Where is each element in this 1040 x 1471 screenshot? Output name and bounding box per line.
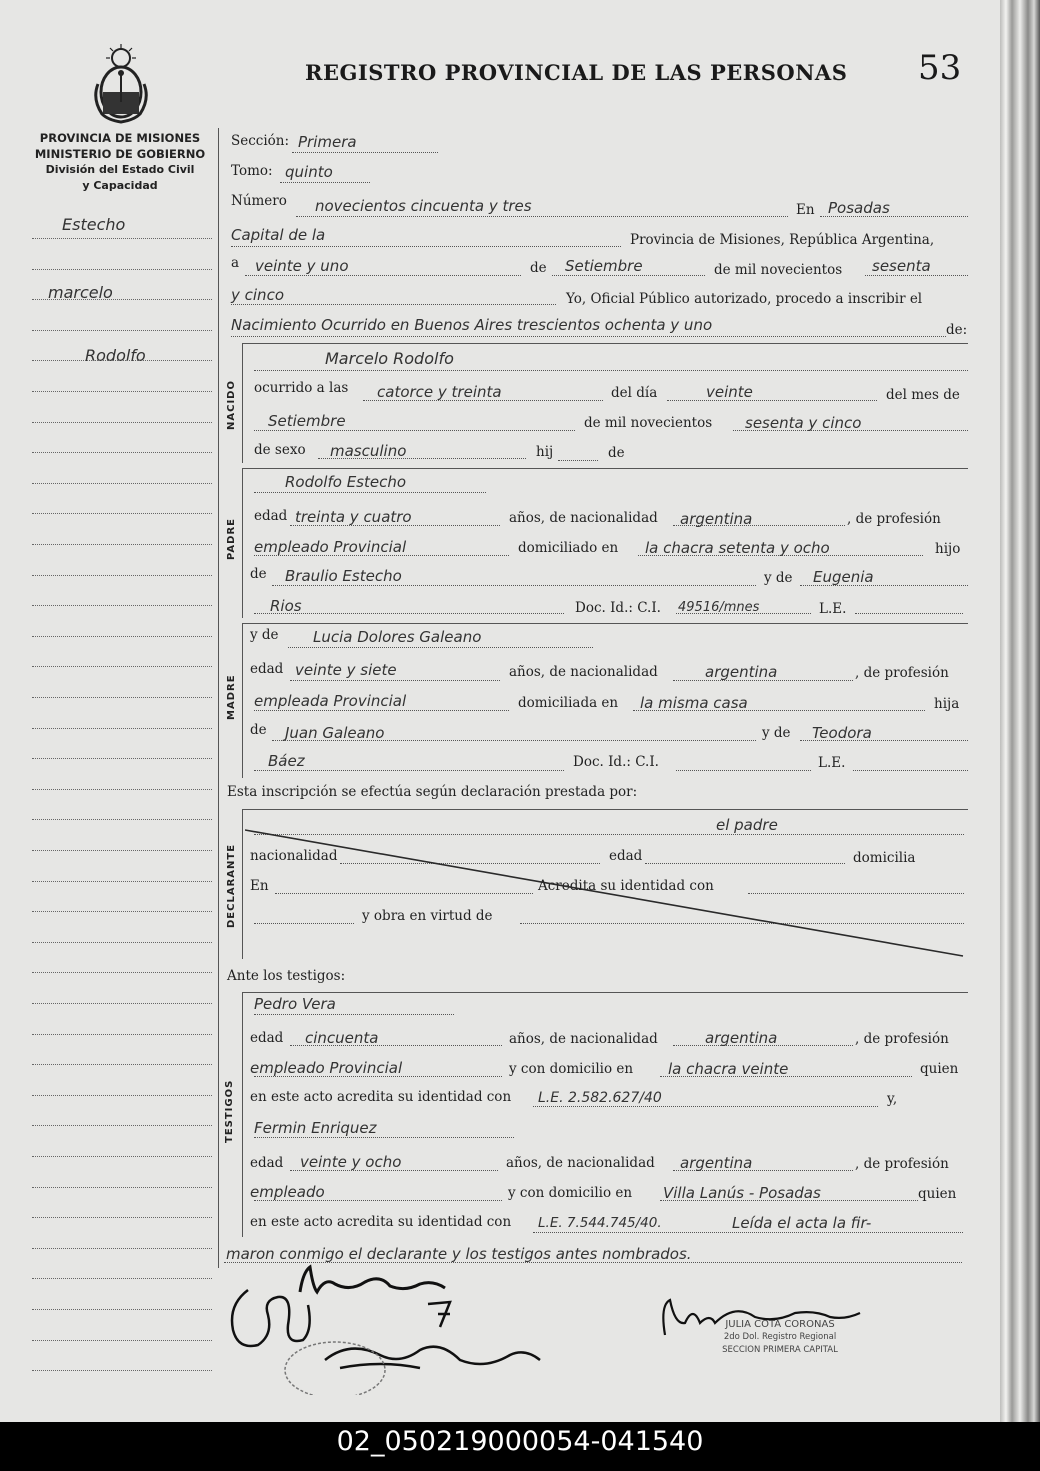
margin-ruled-line xyxy=(32,911,212,912)
label-madre-edad: edad xyxy=(250,661,284,677)
margin-ruled-line xyxy=(32,758,212,759)
value-mes-nac: Setiembre xyxy=(268,412,346,430)
margin-ruled-line xyxy=(32,452,212,453)
label-a: a xyxy=(231,255,240,271)
value-madre-nac: argentina xyxy=(705,663,778,681)
value-cierre-2: maron conmigo el declarante y los testigos antes nombrados. xyxy=(226,1245,692,1263)
label-t1-acredita: en este acto acredita su identidad con xyxy=(250,1089,512,1105)
label-madre-y-de: y de xyxy=(250,627,279,643)
value-madre-padre: Juan Galeano xyxy=(285,724,385,742)
value-numero: novecientos cincuenta y tres xyxy=(315,197,532,215)
label-de-mil: de mil novecientos xyxy=(714,262,843,278)
label-t1-anos: años, de nacionalidad xyxy=(509,1031,658,1047)
page-number: 53 xyxy=(918,48,962,88)
label-ocurrido: ocurrido a las xyxy=(254,380,349,396)
margin-ruled-line xyxy=(32,330,212,331)
label-padre: PADRE xyxy=(226,518,237,560)
margin-ruled-line xyxy=(32,360,212,361)
value-dia: veinte y uno xyxy=(255,257,349,275)
label-numero: Número xyxy=(231,193,287,209)
label-tomo: Tomo: xyxy=(231,163,273,179)
value-padre-ci: 49516/mnes xyxy=(678,600,760,615)
value-padre-prof: empleado Provincial xyxy=(254,538,407,556)
signature-mark xyxy=(420,1292,460,1332)
margin-ruled-line xyxy=(32,513,212,514)
margin-ruled-line xyxy=(32,1187,212,1188)
margin-surname: Estecho xyxy=(62,215,126,234)
value-t2-prof: empleado xyxy=(250,1183,325,1201)
stamp-section: SECCION PRIMERA CAPITAL xyxy=(722,1345,838,1355)
margin-ruled-line xyxy=(32,483,212,484)
margin-ruled-line xyxy=(32,850,212,851)
margin-ruled-line xyxy=(32,666,212,667)
label-t2-acredita: en este acto acredita su identidad con xyxy=(250,1214,512,1230)
margin-second-name: Rodolfo xyxy=(85,346,146,365)
label-en: En xyxy=(796,202,815,218)
round-seal-icon xyxy=(280,1335,390,1395)
value-seccion: Primera xyxy=(298,133,357,151)
office-province: PROVINCIA DE MISIONES xyxy=(39,131,201,145)
label-t2-anos: años, de nacionalidad xyxy=(506,1155,655,1171)
margin-ruled-line xyxy=(32,1003,212,1004)
value-padre-madre: Eugenia xyxy=(813,568,874,586)
label-decl-obra: y obra en virtud de xyxy=(362,908,493,924)
label-madre: MADRE xyxy=(226,674,237,720)
value-capital: Capital de la xyxy=(231,226,326,244)
label-de-2: de xyxy=(608,445,625,461)
label-hija: hija xyxy=(934,696,960,712)
stamp-role: 2do Dol. Registro Regional xyxy=(723,1332,837,1342)
margin-ruled-line xyxy=(32,697,212,698)
label-madre-de: de xyxy=(250,722,267,738)
margin-ruled-line xyxy=(32,422,212,423)
label-madre-profesion: , de profesión xyxy=(855,665,949,681)
label-t1-y: y, xyxy=(887,1091,898,1107)
declaration-text: Esta inscripción se efectúa según declaración prestada por: xyxy=(227,784,638,800)
margin-ruled-line xyxy=(32,299,212,300)
margin-ruled-line xyxy=(32,728,212,729)
label-padre-doc: Doc. Id.: C.I. xyxy=(575,600,661,616)
label-padre-y-de: y de xyxy=(764,570,793,586)
label-t1-edad: edad xyxy=(250,1030,284,1046)
value-t1-doc: L.E. 2.582.627/40 xyxy=(538,1090,662,1106)
value-padre-edad: treinta y cuatro xyxy=(295,508,412,526)
margin-ruled-line xyxy=(32,1034,212,1035)
value-en: Posadas xyxy=(828,199,890,217)
margin-ruled-line xyxy=(32,1309,212,1310)
margin-ruled-line xyxy=(32,1370,212,1371)
label-t1-profesion: , de profesión xyxy=(855,1031,949,1047)
margin-ruled-line xyxy=(32,1156,212,1157)
value-hora: catorce y treinta xyxy=(377,383,502,401)
value-madre-dom: la misma casa xyxy=(640,694,748,712)
stamp-name: JULIA COTA CORONAS xyxy=(725,1319,835,1330)
value-t2-doc: L.E. 7.544.745/40. xyxy=(538,1215,662,1231)
value-t2-nombre: Fermin Enriquez xyxy=(254,1119,377,1137)
margin-first-name: marcelo xyxy=(48,283,113,302)
margin-ruled-line xyxy=(32,1064,212,1065)
margin-ruled-line xyxy=(32,1340,212,1341)
label-t2-domicilio: y con domicilio en xyxy=(508,1185,633,1201)
label-padre-profesion: , de profesión xyxy=(847,511,941,527)
label-decl-en: En xyxy=(250,878,269,894)
margin-ruled-line xyxy=(32,238,212,239)
margin-ruled-line xyxy=(32,1217,212,1218)
label-de-colon: de: xyxy=(946,322,968,338)
label-hijo: hijo xyxy=(935,541,961,557)
label-decl-edad: edad xyxy=(609,848,643,864)
cancel-strike-line xyxy=(245,826,965,961)
value-anio: sesenta xyxy=(872,257,931,275)
margin-ruled-line xyxy=(32,544,212,545)
margin-ruled-line xyxy=(32,819,212,820)
margin-ruled-line xyxy=(32,575,212,576)
label-decl-domicilia: domicilia xyxy=(853,850,916,866)
label-ante-testigos: Ante los testigos: xyxy=(227,968,346,984)
label-madre-domiciliada: domiciliada en xyxy=(518,695,619,711)
label-madre-le: L.E. xyxy=(818,755,846,771)
margin-ruled-line xyxy=(32,1248,212,1249)
value-mes: Setiembre xyxy=(565,257,643,275)
label-declarante: DECLARANTE xyxy=(226,843,237,928)
label-padre-edad: edad xyxy=(254,508,288,524)
margin-ruled-line xyxy=(32,1278,212,1279)
margin-ruled-line xyxy=(32,789,212,790)
value-declarante: el padre xyxy=(716,816,778,834)
value-nombre: Marcelo Rodolfo xyxy=(325,349,454,368)
label-madre-doc: Doc. Id.: C.I. xyxy=(573,754,659,770)
label-provincia: Provincia de Misiones, República Argentina, xyxy=(630,232,935,248)
value-padre-padre: Braulio Estecho xyxy=(285,567,402,585)
margin-ruled-line xyxy=(32,605,212,606)
official-stamp xyxy=(680,1318,880,1357)
label-madre-y-de-2: y de xyxy=(762,725,791,741)
margin-ruled-line xyxy=(32,636,212,637)
page-title: REGISTRO PROVINCIAL DE LAS PERSONAS xyxy=(305,60,848,85)
value-t1-prof: empleado Provincial xyxy=(250,1059,403,1077)
office-header xyxy=(20,130,220,194)
value-dia-nac: veinte xyxy=(706,383,753,401)
margin-ruled-line xyxy=(32,391,212,392)
label-del-mes: del mes de xyxy=(886,387,960,403)
label-padre-le: L.E. xyxy=(819,601,847,617)
label-hij: hij xyxy=(536,444,554,460)
value-t1-nombre: Pedro Vera xyxy=(254,995,336,1013)
value-tomo: quinto xyxy=(285,163,333,181)
value-t2-edad: veinte y ocho xyxy=(300,1153,402,1171)
value-madre-madre: Teodora xyxy=(812,724,872,742)
value-padre-dom: la chacra setenta y ocho xyxy=(645,539,830,557)
label-padre-de: de xyxy=(250,566,267,582)
value-madre-edad: veinte y siete xyxy=(295,661,397,679)
label-t2-profesion: , de profesión xyxy=(855,1156,949,1172)
label-sexo: de sexo xyxy=(254,442,306,458)
value-padre-nac: argentina xyxy=(680,510,753,528)
label-padre-anos: años, de nacionalidad xyxy=(509,510,658,526)
label-madre-anos: años, de nacionalidad xyxy=(509,664,658,680)
label-t1-domicilio: y con domicilio en xyxy=(509,1061,634,1077)
margin-ruled-line xyxy=(32,269,212,270)
coat-of-arms-icon xyxy=(88,44,154,124)
margin-divider xyxy=(218,128,219,1268)
margin-ruled-line xyxy=(32,972,212,973)
label-decl-acredita: Acredita su identidad con xyxy=(538,878,714,894)
office-division: División del Estado Civil xyxy=(45,163,195,176)
label-seccion: Sección: xyxy=(231,133,290,149)
label-testigos: TESTIGOS xyxy=(224,1079,235,1143)
value-cierre-1: Leída el acta la fir- xyxy=(732,1214,872,1232)
value-madre-prof: empleada Provincial xyxy=(254,692,407,710)
value-padre-nombre: Rodolfo Estecho xyxy=(285,473,407,491)
label-decl-nacionalidad: nacionalidad xyxy=(250,848,338,864)
label-del-dia: del día xyxy=(611,385,658,401)
image-code: 02_050219000054-041540 xyxy=(0,1422,1040,1471)
value-madre-madre-2: Báez xyxy=(268,752,305,770)
value-padre-madre-2: Rios xyxy=(270,597,302,615)
label-de-mil-2: de mil novecientos xyxy=(584,415,713,431)
label-yo: Yo, Oficial Público autorizado, procedo a inscribir el xyxy=(566,291,923,307)
office-capacity: y Capacidad xyxy=(82,179,158,192)
margin-ruled-line xyxy=(32,942,212,943)
value-anio-cont: y cinco xyxy=(231,286,284,304)
label-t2-edad: edad xyxy=(250,1155,284,1171)
value-evento: Nacimiento Ocurrido en Buenos Aires trescientos ochenta y uno xyxy=(231,316,713,334)
page-stack-edge xyxy=(1000,0,1040,1422)
label-t2-quien: quien xyxy=(918,1186,957,1202)
office-ministry: MINISTERIO DE GOBIERNO xyxy=(34,147,206,161)
margin-ruled-line xyxy=(32,1095,212,1096)
value-t2-dom: Villa Lanús - Posadas xyxy=(663,1184,821,1202)
value-anio-nac: sesenta y cinco xyxy=(745,414,862,432)
label-t1-quien: quien xyxy=(920,1061,959,1077)
value-t1-edad: cincuenta xyxy=(305,1029,379,1047)
margin-ruled-line xyxy=(32,881,212,882)
margin-ruled-line xyxy=(32,1125,212,1126)
value-t1-dom: la chacra veinte xyxy=(668,1060,789,1078)
label-padre-domiciliado: domiciliado en xyxy=(518,540,619,556)
label-nacido: NACIDO xyxy=(226,380,237,430)
value-t2-nac: argentina xyxy=(680,1154,753,1172)
label-de: de xyxy=(530,260,547,276)
value-madre-nombre: Lucia Dolores Galeano xyxy=(313,628,482,646)
value-t1-nac: argentina xyxy=(705,1029,778,1047)
value-sexo: masculino xyxy=(330,442,407,460)
